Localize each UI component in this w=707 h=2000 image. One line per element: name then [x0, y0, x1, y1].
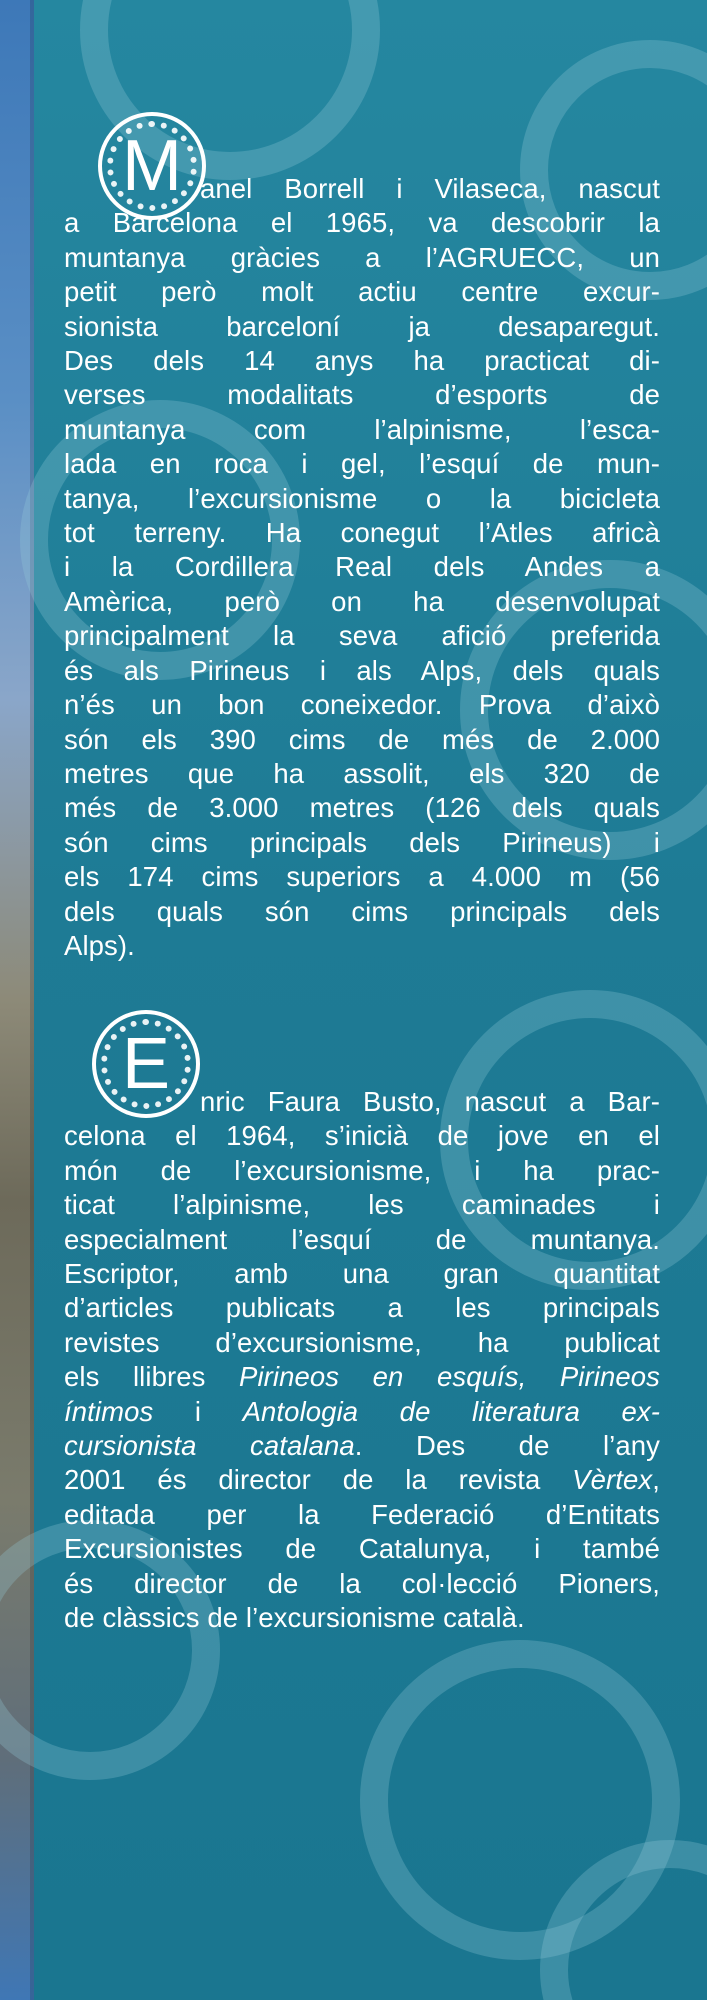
- bio-line: especialment l’esquí de muntanya.: [64, 1223, 660, 1255]
- text-run: ,: [652, 1464, 660, 1496]
- bio-line: dels quals són cims principals dels: [64, 895, 660, 927]
- bio-line: [64, 1463, 660, 1497]
- bio-line: de clàssics de l’excursionisme català.: [64, 1602, 525, 1634]
- bio-line: revistes d’excursionisme, ha publicat: [64, 1326, 660, 1358]
- bio-line: Des dels 14 anys ha practicat di-: [64, 345, 660, 377]
- bio-line: els 174 cims superiors a 4.000 m (56: [64, 861, 660, 893]
- bio-line: món de l’excursionisme, i ha prac-: [64, 1154, 660, 1186]
- bio-line: anel Borrell i Vilaseca, nascut: [200, 173, 660, 204]
- book-title: Pirineos en esquís, Pirineos: [239, 1361, 660, 1393]
- bio-line: principalment la seva afició preferida: [64, 620, 660, 652]
- bio-line: són cims principals dels Pirineus) i: [64, 826, 660, 858]
- bio-line: Escriptor, amb una gran quantitat: [64, 1258, 660, 1290]
- book-title: Antologia de literatura ex-: [242, 1395, 660, 1427]
- bio-line: [64, 1429, 660, 1463]
- bio-line: d’articles publicats a les principals: [64, 1292, 660, 1324]
- bio-line: i la Cordillera Real dels Andes a: [64, 551, 660, 583]
- biography-enric-faura: [64, 1085, 660, 1636]
- bio-line: lada en roca i gel, l’esquí de mun-: [64, 448, 660, 480]
- bio-line: editada per la Federació d’Entitats: [64, 1498, 660, 1530]
- book-title: íntimos: [64, 1395, 154, 1427]
- bio-line: [64, 1395, 660, 1429]
- book-title: cursionista catalana: [64, 1430, 355, 1462]
- bio-line: sionista barceloní ja desaparegut.: [64, 310, 660, 342]
- magazine-title: Vèrtex: [572, 1464, 653, 1496]
- bio-line: Alps).: [64, 929, 135, 961]
- bio-line: [64, 1360, 660, 1394]
- bio-line: és als Pirineus i als Alps, dels quals: [64, 654, 660, 686]
- bio-line: metres que ha assolit, els 320 de: [64, 757, 660, 789]
- bio-line: tot terreny. Ha conegut l’Atles africà: [64, 517, 660, 549]
- bio-line: és director de la col·lecció Pioners,: [64, 1567, 660, 1599]
- biography-manel-borrell: [64, 172, 660, 963]
- initial-letter: E: [121, 1024, 171, 1104]
- bio-line: verses modalitats d’esports de: [64, 379, 660, 411]
- bio-line: a Barcelona el 1965, va descobrir la: [64, 207, 660, 239]
- bio-line: nric Faura Busto, nascut a Bar-: [200, 1086, 660, 1117]
- text-run: . Des de l’any: [354, 1430, 660, 1462]
- bio-line: Excursionistes de Catalunya, i també: [64, 1533, 660, 1565]
- bio-line: petit però molt actiu centre excur-: [64, 276, 660, 308]
- bio-line: muntanya com l’alpinisme, l’esca-: [64, 413, 660, 445]
- bio-line: són els 390 cims de més de 2.000: [64, 723, 660, 755]
- bio-line: tanya, l’excursionisme o la bicicleta: [64, 482, 660, 514]
- bio-line: muntanya gràcies a l’AGRUECC, un: [64, 241, 660, 273]
- bio-line: més de 3.000 metres (126 dels quals: [64, 792, 660, 824]
- text-run: els llibres: [64, 1361, 239, 1393]
- bio-line: n’és un bon coneixedor. Prova d’això: [64, 689, 660, 721]
- text-run: 2001 és director de la revista: [64, 1464, 573, 1496]
- bio-line: Amèrica, però on ha desenvolupat: [64, 585, 660, 617]
- bio-line: celona el 1964, s’inicià de jove en el: [64, 1120, 660, 1152]
- initial-letter: M: [122, 126, 182, 206]
- bio-line: ticat l’alpinisme, les caminades i: [64, 1189, 660, 1221]
- text-run: i: [153, 1395, 243, 1427]
